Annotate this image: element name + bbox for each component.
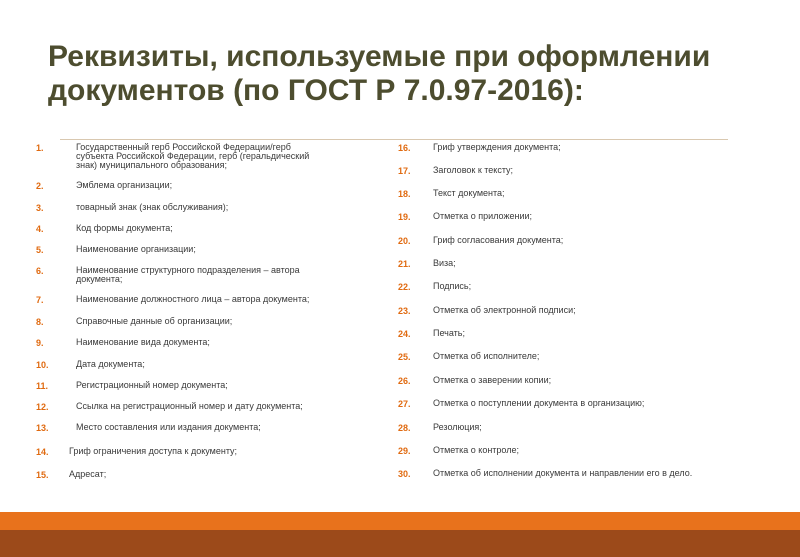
item-text: Эмблема организации; bbox=[76, 180, 173, 190]
item-number: 29. bbox=[398, 446, 411, 456]
slide-title bbox=[48, 40, 768, 108]
item-number: 26. bbox=[398, 376, 411, 386]
item-number: 27. bbox=[398, 399, 411, 409]
item-number: 7. bbox=[36, 295, 44, 305]
item-text: Государственный герб Российской Федерации/герб bbox=[76, 142, 291, 152]
item-text: Отметка о поступлении документа в организацию; bbox=[433, 398, 645, 408]
item-text: Адресат; bbox=[69, 469, 107, 479]
item-number: 11. bbox=[36, 381, 49, 391]
item-number: 12. bbox=[36, 402, 49, 412]
item-text: Гриф утверждения документа; bbox=[433, 142, 561, 152]
item-number: 13. bbox=[36, 423, 49, 433]
item-text: Отметка о контроле; bbox=[433, 445, 519, 455]
item-number: 19. bbox=[398, 212, 411, 222]
item-number: 20. bbox=[398, 236, 411, 246]
item-number: 1. bbox=[36, 143, 44, 153]
item-text: Отметка о заверении копии; bbox=[433, 375, 552, 385]
item-text: Место составления или издания документа; bbox=[76, 422, 261, 432]
item-text: Отметка о приложении; bbox=[433, 211, 532, 221]
item-number: 30. bbox=[398, 469, 411, 479]
item-text: Резолюция; bbox=[433, 422, 482, 432]
item-number: 23. bbox=[398, 306, 411, 316]
item-text: товарный знак (знак обслуживания); bbox=[76, 202, 229, 212]
item-text: Отметка об исполнении документа и направлении его в дело. bbox=[433, 468, 693, 478]
item-number: 22. bbox=[398, 282, 411, 292]
footer-accent-bar bbox=[0, 512, 800, 530]
item-text: Ссылка на регистрационный номер и дату документа; bbox=[76, 401, 303, 411]
divider-line bbox=[60, 139, 728, 140]
item-number: 17. bbox=[398, 166, 411, 176]
item-text: Справочные данные об организации; bbox=[76, 316, 233, 326]
item-number: 4. bbox=[36, 224, 44, 234]
item-number: 14. bbox=[36, 447, 49, 457]
item-number: 5. bbox=[36, 245, 44, 255]
item-text: Дата документа; bbox=[76, 359, 145, 369]
item-number: 8. bbox=[36, 317, 44, 327]
item-number: 15. bbox=[36, 470, 49, 480]
item-number: 24. bbox=[398, 329, 411, 339]
item-number: 28. bbox=[398, 423, 411, 433]
item-text: Отметка об электронной подписи; bbox=[433, 305, 576, 315]
item-text: Подпись; bbox=[433, 281, 472, 291]
item-number: 16. bbox=[398, 143, 411, 153]
item-number: 25. bbox=[398, 352, 411, 362]
item-text: документа; bbox=[76, 274, 123, 284]
item-text: знак) муниципального образования; bbox=[76, 160, 228, 170]
item-number: 9. bbox=[36, 338, 44, 348]
item-text: субъекта Российской Федерации, герб (геральдический bbox=[76, 151, 310, 161]
item-text: Текст документа; bbox=[433, 188, 505, 198]
item-text: Виза; bbox=[433, 258, 456, 268]
item-number: 18. bbox=[398, 189, 411, 199]
item-number: 3. bbox=[36, 203, 44, 213]
item-text: Регистрационный номер документа; bbox=[76, 380, 228, 390]
item-text: Отметка об исполнителе; bbox=[433, 351, 540, 361]
title-line-1: Реквизиты, используемые при оформлении bbox=[48, 40, 711, 73]
item-text: Заголовок к тексту; bbox=[433, 165, 514, 175]
item-text: Гриф согласования документа; bbox=[433, 235, 564, 245]
item-number: 6. bbox=[36, 266, 44, 276]
item-number: 10. bbox=[36, 360, 49, 370]
item-text: Гриф ограничения доступа к документу; bbox=[69, 446, 238, 456]
title-line-2: документов (по ГОСТ Р 7.0.97-2016): bbox=[48, 74, 584, 107]
item-text: Печать; bbox=[433, 328, 465, 338]
item-text: Код формы документа; bbox=[76, 223, 173, 233]
item-text: Наименование организации; bbox=[76, 244, 196, 254]
item-text: Наименование должностного лица – автора документа; bbox=[76, 294, 310, 304]
item-text: Наименование структурного подразделения – автора bbox=[76, 265, 300, 275]
item-number: 21. bbox=[398, 259, 411, 269]
footer-bar bbox=[0, 530, 800, 557]
item-number: 2. bbox=[36, 181, 44, 191]
item-text: Наименование вида документа; bbox=[76, 337, 210, 347]
